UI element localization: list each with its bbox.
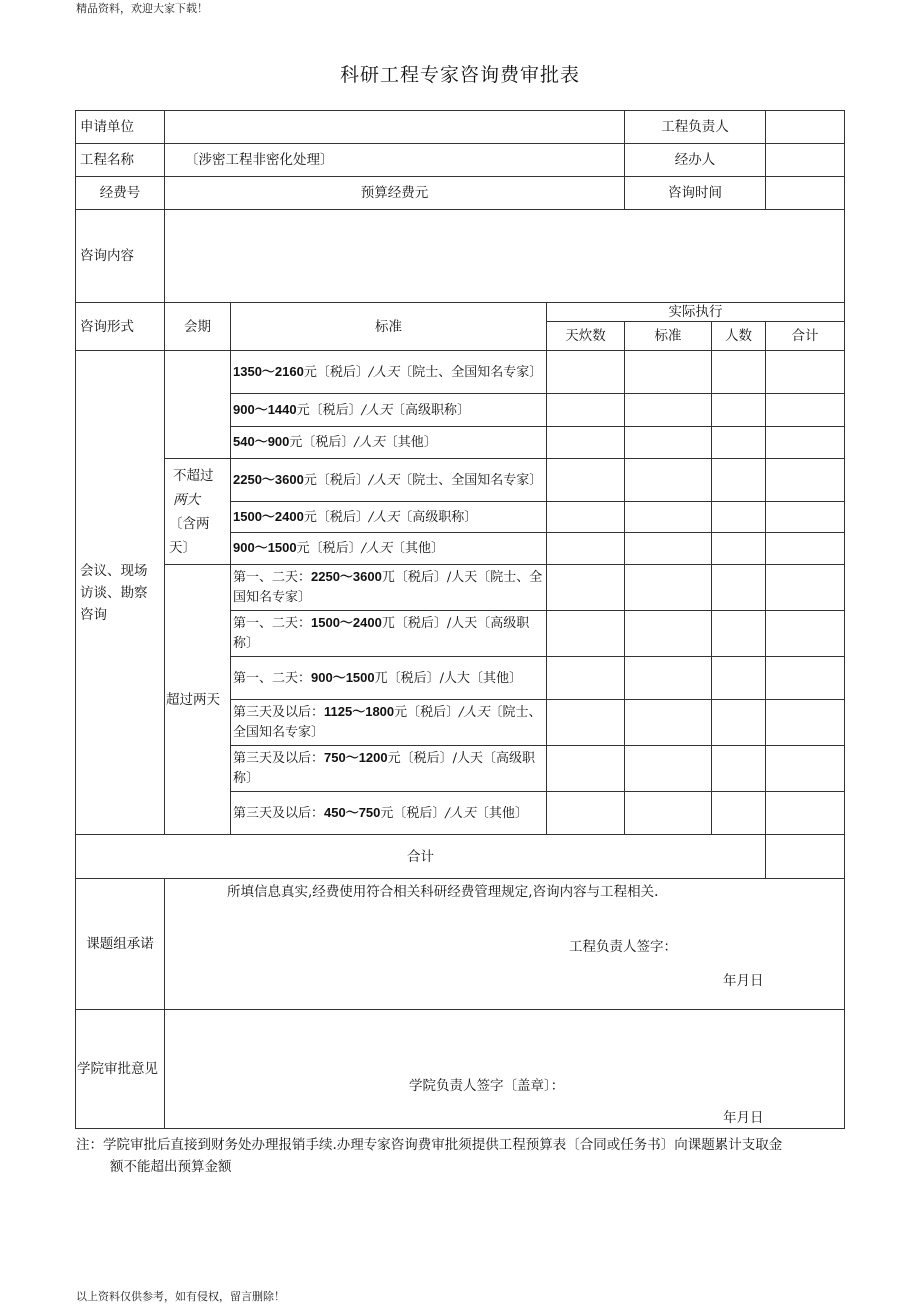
days-field[interactable] <box>547 459 625 502</box>
std-field[interactable] <box>625 611 712 657</box>
period-label: 会期 <box>165 303 231 351</box>
standard-cell: 第三天及以后：750〜1200元〔税后〕/人天〔高级职称〕 <box>231 746 547 792</box>
row-total <box>76 835 845 879</box>
row-project-name <box>76 144 845 177</box>
standard-label: 标准 <box>231 303 547 351</box>
handler-field[interactable] <box>766 144 845 177</box>
total-field[interactable] <box>766 700 845 746</box>
row-applicant <box>76 111 845 144</box>
people-field[interactable] <box>712 533 766 565</box>
total-field[interactable] <box>766 792 845 835</box>
project-name-label: 工程名称 <box>76 144 165 177</box>
approval-date-label: 年月日 <box>723 1110 764 1126</box>
total-head-label: 合计 <box>766 322 845 351</box>
std-field[interactable] <box>625 565 712 611</box>
standard-cell: 第一、二天：900〜1500兀〔税后〕/人大〔其他〕 <box>231 657 547 700</box>
days-field[interactable] <box>547 351 625 394</box>
days-field[interactable] <box>547 427 625 459</box>
people-field[interactable] <box>712 394 766 427</box>
grand-total-label: 合计 <box>76 835 766 879</box>
people-field[interactable] <box>712 611 766 657</box>
project-name-value[interactable]: 〔涉密工程非密化处理〕 <box>165 144 625 177</box>
approval-label: 学院审批意见 <box>76 1010 165 1129</box>
commitment-label: 课题组承诺 <box>76 879 165 1010</box>
budget-label[interactable]: 预算经费元 <box>165 177 625 210</box>
applicant-unit-label: 申请单位 <box>76 111 165 144</box>
period2-line2: 两大 <box>173 491 200 508</box>
row-fund <box>76 177 845 210</box>
days-field[interactable] <box>547 502 625 533</box>
std-field[interactable] <box>625 533 712 565</box>
table-row <box>76 351 845 394</box>
consult-time-field[interactable] <box>766 177 845 210</box>
days-field[interactable] <box>547 700 625 746</box>
consult-form-label: 咨询形式 <box>76 303 165 351</box>
std-field[interactable] <box>625 459 712 502</box>
people-field[interactable] <box>712 746 766 792</box>
days-field[interactable] <box>547 746 625 792</box>
consult-time-label: 咨询时间 <box>625 177 766 210</box>
row-consult-content <box>76 210 845 303</box>
footnote-line1: 注：学院审批后直接到财务处办理报销手续.办理专家咨询费审批须提供工程预算表〔合同或任务书〕向课题累计支取金 <box>76 1137 783 1153</box>
commitment-sign-label: 工程负责人签字： <box>569 939 677 955</box>
standard-cell: 900〜1500元〔税后〕/人天〔其他〕 <box>231 533 547 565</box>
total-field[interactable] <box>766 746 845 792</box>
actual-exec-label: 实际执行 <box>547 303 845 322</box>
standard-cell: 第一、二天：2250〜3600兀〔税后〕/人天〔院士、全国知名专家〕 <box>231 565 547 611</box>
header-note: 精品资料，欢迎大家下载！ <box>76 2 208 15</box>
std-label: 标准 <box>625 322 712 351</box>
people-field[interactable] <box>712 792 766 835</box>
footnote <box>76 1134 846 1178</box>
period2-cell <box>165 459 231 565</box>
total-field[interactable] <box>766 459 845 502</box>
std-field[interactable] <box>625 792 712 835</box>
period2-line3: 〔含两天〕 <box>169 515 210 556</box>
std-field[interactable] <box>625 746 712 792</box>
approval-form-table <box>75 110 845 1129</box>
commitment-date-label: 年月日 <box>723 973 764 989</box>
handler-label: 经办人 <box>625 144 766 177</box>
footnote-line2: 额不能超出预算金额 <box>110 1159 232 1175</box>
people-field[interactable] <box>712 427 766 459</box>
project-leader-field[interactable] <box>766 111 845 144</box>
people-field[interactable] <box>712 459 766 502</box>
people-field[interactable] <box>712 502 766 533</box>
fund-no-label: 经费号 <box>76 177 165 210</box>
consult-content-field[interactable] <box>165 210 845 303</box>
grand-total-field[interactable] <box>766 835 845 879</box>
period1-cell <box>165 351 231 459</box>
people-field[interactable] <box>712 565 766 611</box>
standard-cell: 2250〜3600元〔税后〕/人天〔院士、全国知名专家〕 <box>231 459 547 502</box>
total-field[interactable] <box>766 611 845 657</box>
standard-cell: 第三天及以后：1125〜1800元〔税后〕/人天〔院士、全国知名专家〕 <box>231 700 547 746</box>
people-field[interactable] <box>712 351 766 394</box>
table-row <box>76 565 845 611</box>
std-field[interactable] <box>625 394 712 427</box>
commitment-cell <box>165 879 845 1010</box>
row-commitment <box>76 879 845 1010</box>
days-field[interactable] <box>547 565 625 611</box>
std-field[interactable] <box>625 657 712 700</box>
total-field[interactable] <box>766 394 845 427</box>
consult-content-label: 咨询内容 <box>76 210 165 303</box>
standard-cell: 540〜900元〔税后〕/人天〔其他〕 <box>231 427 547 459</box>
period3-cell: 超过两天 <box>165 565 231 835</box>
approval-sign-label: 学院负责人签字〔盖章〕： <box>409 1078 565 1094</box>
row-approval <box>76 1010 845 1129</box>
approval-cell <box>165 1010 845 1129</box>
total-field[interactable] <box>766 502 845 533</box>
people-field[interactable] <box>712 657 766 700</box>
total-field[interactable] <box>766 427 845 459</box>
footer-note: 以上资料仅供参考，如有侵权，留言删除！ <box>76 1290 285 1303</box>
std-field[interactable] <box>625 427 712 459</box>
applicant-unit-field[interactable] <box>165 111 625 144</box>
days-field[interactable] <box>547 657 625 700</box>
standard-cell: 第三天及以后：450〜750元〔税后〕/人天〔其他〕 <box>231 792 547 835</box>
days-label: 天炊数 <box>547 322 625 351</box>
row-head-1 <box>76 303 845 322</box>
category-label: 会议、现场访谈、勘察咨询 <box>76 351 165 835</box>
page-title: 科研工程专家咨询费审批表 <box>339 64 580 86</box>
table-row <box>76 459 845 502</box>
total-field[interactable] <box>766 533 845 565</box>
standard-cell: 900〜1440元〔税后〕/人天〔高级职称〕 <box>231 394 547 427</box>
project-leader-label: 工程负责人 <box>625 111 766 144</box>
standard-cell: 1350〜2160元〔税后〕/人天〔院士、全国知名专家〕 <box>231 351 547 394</box>
days-field[interactable] <box>547 533 625 565</box>
standard-cell: 1500〜2400元〔税后〕/人天〔高级职称〕 <box>231 502 547 533</box>
period2-line1: 不超过 <box>173 467 214 484</box>
total-field[interactable] <box>766 351 845 394</box>
standard-cell: 第一、二天：1500〜2400兀〔税后〕/人天〔高级职称〕 <box>231 611 547 657</box>
commitment-text: 所填信息真实,经费使用符合相关科研经费管理规定,咨询内容与工程相关. <box>227 884 659 900</box>
std-field[interactable] <box>625 351 712 394</box>
days-field[interactable] <box>547 611 625 657</box>
total-field[interactable] <box>766 657 845 700</box>
days-field[interactable] <box>547 792 625 835</box>
days-field[interactable] <box>547 394 625 427</box>
std-field[interactable] <box>625 502 712 533</box>
std-field[interactable] <box>625 700 712 746</box>
people-label: 人数 <box>712 322 766 351</box>
people-field[interactable] <box>712 700 766 746</box>
total-field[interactable] <box>766 565 845 611</box>
